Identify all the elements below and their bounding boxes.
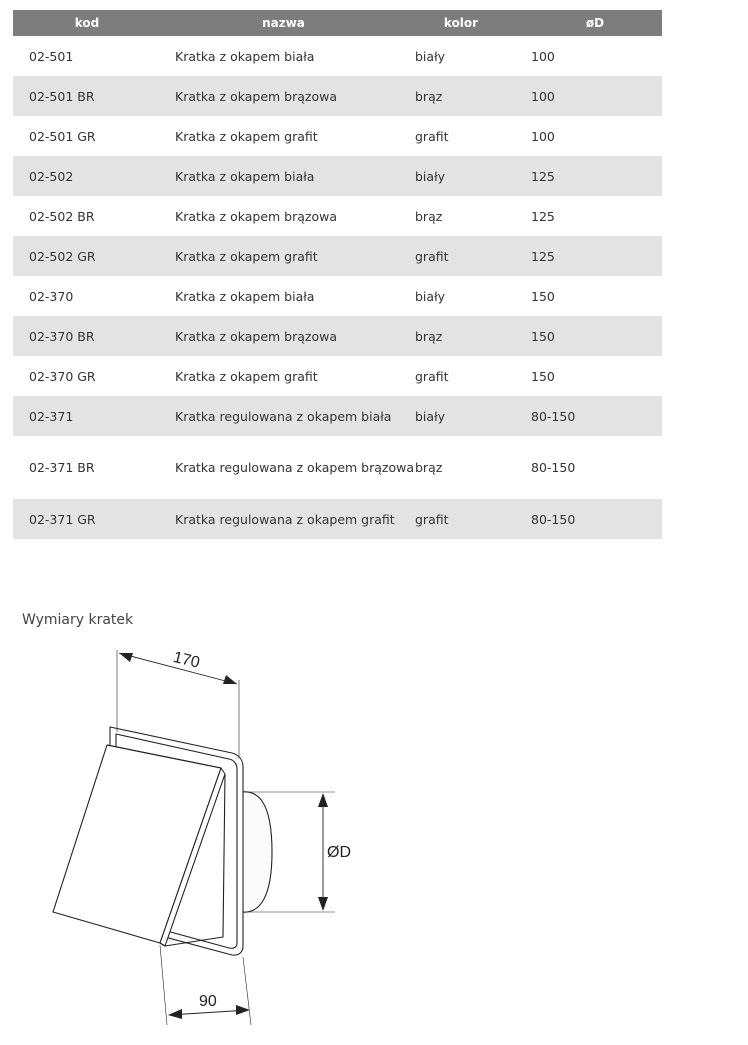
cell-diameter: 80-150	[531, 460, 576, 475]
cell-kod: 02-370 GR	[29, 368, 96, 384]
cell-kod: 02-370 BR	[29, 328, 95, 344]
cell-kod: 02-501	[29, 48, 74, 64]
cell-diameter: 100	[531, 128, 555, 144]
header-nazwa: nazwa	[262, 16, 305, 30]
cell-kolor: grafit	[415, 128, 449, 144]
cell-diameter: 150	[531, 368, 555, 384]
ext-line-90-left	[160, 945, 167, 1025]
cell-nazwa: Kratka z okapem biała	[175, 48, 315, 64]
cell-nazwa: Kratka regulowana z okapem biała	[175, 408, 392, 424]
cell-kod: 02-371 BR	[29, 460, 95, 475]
dim-label-diameter: ØD	[327, 844, 351, 861]
cell-kolor: biały	[415, 288, 446, 304]
cell-kod: 02-371 GR	[29, 511, 96, 527]
table-row	[13, 316, 662, 356]
table-header	[13, 10, 662, 36]
cell-kod: 02-502 BR	[29, 208, 95, 224]
arrow-90-left	[168, 1009, 182, 1019]
cell-diameter: 80-150	[531, 408, 576, 424]
cell-nazwa: Kratka z okapem brązowa	[175, 88, 338, 104]
cell-nazwa: Kratka z okapem grafit	[175, 368, 318, 384]
dim-label-90: 90	[199, 993, 217, 1010]
table-row	[13, 276, 662, 316]
cell-nazwa: Kratka z okapem grafit	[175, 128, 318, 144]
cell-nazwa: Kratka z okapem biała	[175, 288, 315, 304]
table-row	[13, 76, 662, 116]
arrow-170-left	[119, 653, 133, 662]
cell-kolor: grafit	[415, 511, 449, 527]
dim-label-170: 170	[171, 648, 202, 672]
cell-diameter: 125	[531, 208, 555, 224]
cell-diameter: 150	[531, 288, 555, 304]
duct-spigot	[241, 792, 272, 912]
cell-nazwa: Kratka z okapem grafit	[175, 248, 318, 264]
header-kolor: kolor	[443, 16, 479, 30]
cell-kod: 02-370	[29, 288, 74, 304]
arrow-90-right	[236, 1005, 250, 1015]
cell-kod: 02-502 GR	[29, 248, 96, 264]
cell-diameter: 100	[531, 88, 555, 104]
table-row	[13, 156, 662, 196]
table-row	[13, 396, 662, 436]
cell-diameter: 80-150	[531, 511, 576, 527]
vent-grille-drawing	[25, 640, 355, 1030]
cell-diameter: 125	[531, 248, 555, 264]
cell-kolor: brąz	[415, 88, 443, 104]
arrow-170-right	[223, 675, 237, 684]
cell-diameter: 150	[531, 328, 555, 344]
cell-kolor: biały	[415, 48, 446, 64]
cell-diameter: 125	[531, 168, 555, 184]
cell-kod: 02-501 BR	[29, 88, 95, 104]
table-body	[13, 36, 662, 539]
cell-diameter: 100	[531, 48, 555, 64]
cell-kolor: biały	[415, 168, 446, 184]
cell-nazwa: Kratka z okapem biała	[175, 168, 315, 184]
cell-kod: 02-371	[29, 408, 74, 424]
cell-kod: 02-501 GR	[29, 128, 96, 144]
header-diameter: øD	[585, 16, 605, 30]
cell-nazwa: Kratka regulowana z okapem brązowa	[175, 460, 414, 475]
cell-kod: 02-502	[29, 168, 74, 184]
cell-nazwa: Kratka z okapem brązowa	[175, 328, 338, 344]
arrow-diameter-top	[318, 793, 328, 807]
cell-kolor: biały	[415, 408, 446, 424]
cell-kolor: brąz	[415, 460, 443, 475]
ext-line-90-right	[243, 957, 251, 1025]
table-row	[13, 236, 662, 276]
cell-nazwa: Kratka regulowana z okapem grafit	[175, 511, 395, 527]
cell-kolor: brąz	[415, 208, 443, 224]
table-row	[13, 499, 662, 539]
dimension-drawing	[25, 640, 355, 1030]
table-row	[13, 196, 662, 236]
cell-kolor: grafit	[415, 248, 449, 264]
cell-kolor: brąz	[415, 328, 443, 344]
table-row	[13, 436, 662, 499]
table-row	[13, 36, 662, 76]
header-kod: kod	[74, 16, 100, 30]
cell-kolor: grafit	[415, 368, 449, 384]
table-row	[13, 356, 662, 396]
product-table	[13, 10, 662, 539]
section-title: Wymiary kratek	[22, 612, 134, 628]
arrow-diameter-bottom	[318, 897, 328, 911]
cell-nazwa: Kratka z okapem brązowa	[175, 208, 338, 224]
table-row	[13, 116, 662, 156]
